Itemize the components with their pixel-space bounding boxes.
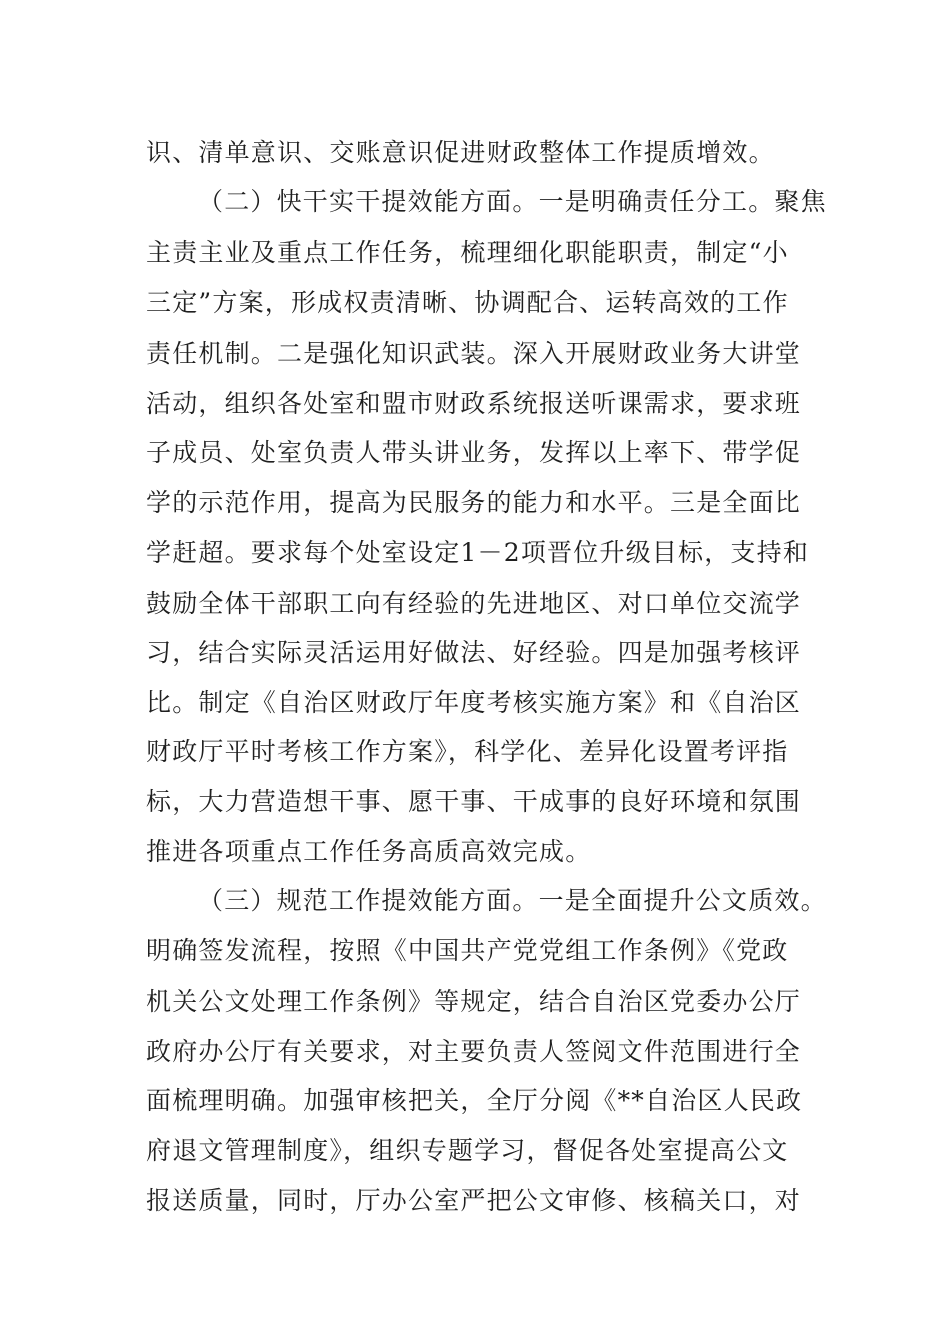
text-line: 财政厅平时考核工作方案》，科学化、差异化设置考评指: [146, 737, 789, 766]
text-line: 习，结合实际灵活运用好做法、好经验。四是加强考核评: [146, 638, 802, 667]
text-line: 责任机制。二是强化知识武装。深入开展财政业务大讲堂: [146, 339, 802, 368]
text-line: 识、清单意识、交账意识促进财政整体工作提质增效。: [146, 138, 775, 167]
paragraph-start-line: （三）规范工作提效能方面。一是全面提升公文质效。: [198, 886, 827, 915]
text-line: 学的示范作用，提高为民服务的能力和水平。三是全面比: [146, 488, 802, 517]
paragraph-start-line: （二）快干实干提效能方面。一是明确责任分工。聚焦: [198, 187, 827, 216]
text-line: 活动，组织各处室和盟市财政系统报送听课需求，要求班: [146, 389, 802, 418]
text-line: 三定”方案，形成权责清晰、协调配合、运转高效的工作: [146, 288, 789, 317]
text-line: 鼓励全体干部职工向有经验的先进地区、对口单位交流学: [146, 589, 802, 618]
text-line: 标，大力营造想干事、愿干事、干成事的良好环境和氛围: [146, 787, 802, 816]
text-line: 机关公文处理工作条例》等规定，结合自治区党委办公厅: [146, 987, 802, 1016]
text-line: 府退文管理制度》，组织专题学习，督促各处室提高公文: [146, 1136, 789, 1165]
text-line: 政府办公厅有关要求，对主要负责人签阅文件范围进行全: [146, 1037, 802, 1066]
text-line: 比。制定《自治区财政厅年度考核实施方案》和《自治区: [146, 688, 802, 717]
text-line: 主责主业及重点工作任务，梳理细化职能职责，制定“小: [146, 238, 789, 267]
text-line: 报送质量，同时，厅办公室严把公文审修、核稿关口，对: [146, 1186, 802, 1215]
text-line: 学赶超。要求每个处室设定1－2项晋位升级目标，支持和: [146, 538, 810, 567]
text-line: 推进各项重点工作任务高质高效完成。: [146, 837, 592, 866]
text-line: 面梳理明确。加强审核把关，全厅分阅《**自治区人民政: [146, 1086, 803, 1115]
text-line: 子成员、处室负责人带头讲业务，发挥以上率下、带学促: [146, 438, 802, 467]
text-line: 明确签发流程，按照《中国共产党党组工作条例》《党政: [146, 936, 789, 965]
